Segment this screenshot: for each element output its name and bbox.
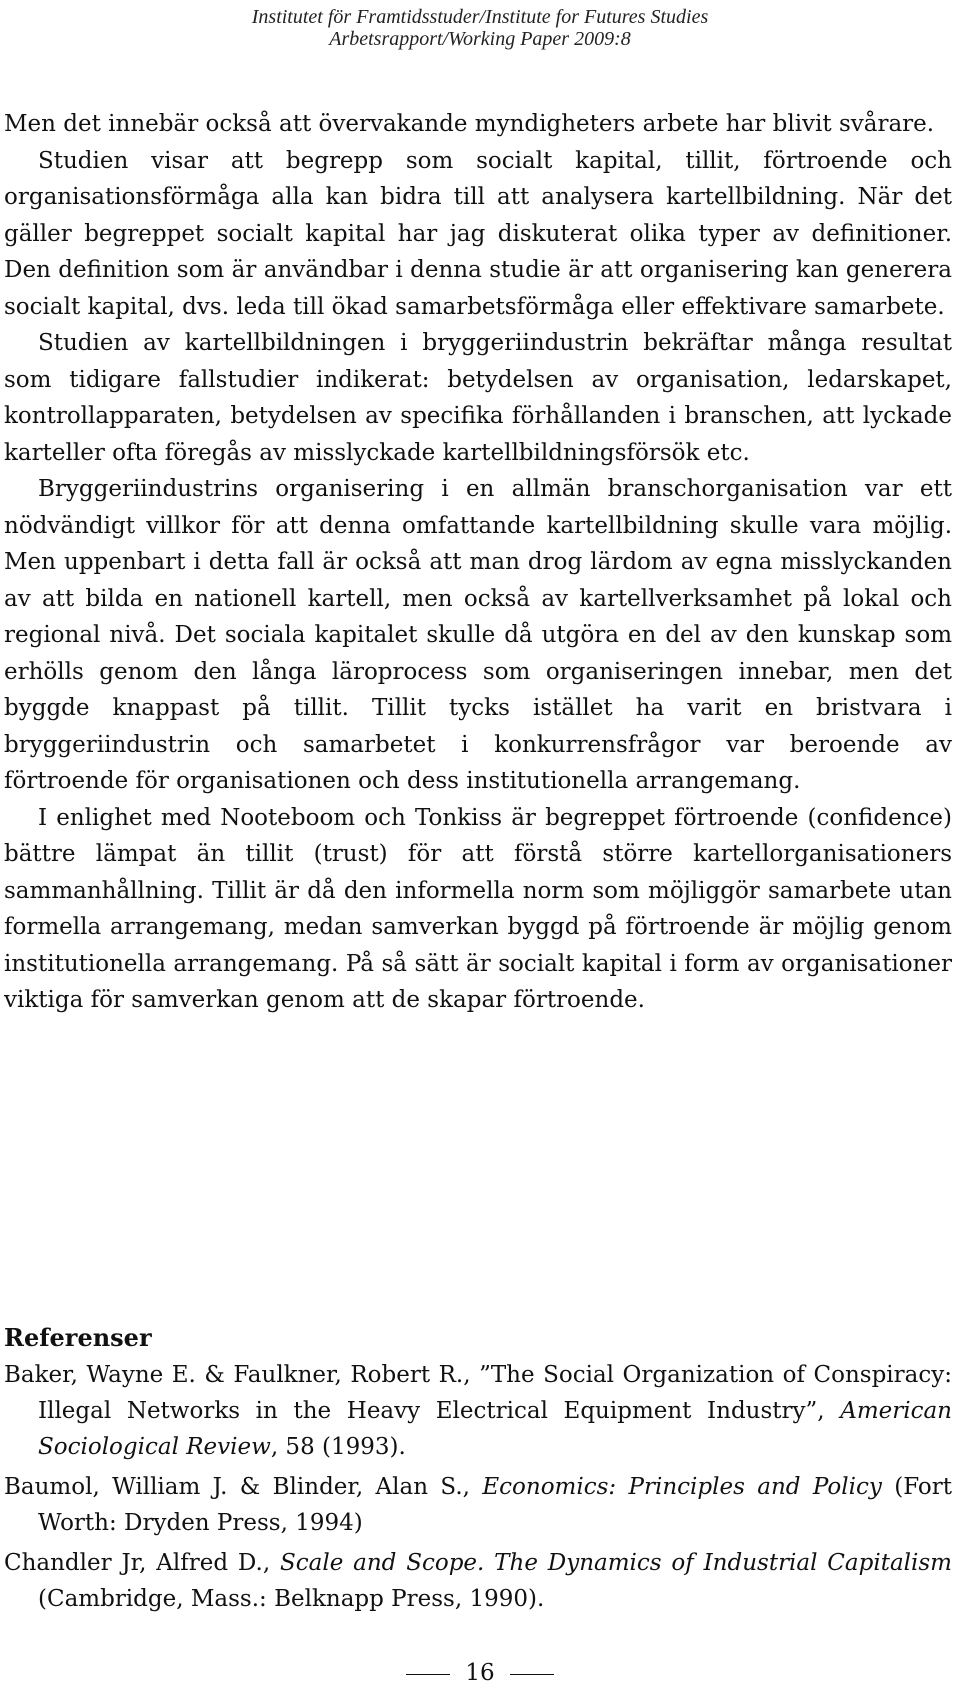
reference-authors: Baumol, William J. & Blinder, Alan S., <box>4 1474 483 1500</box>
footer-rule-right <box>510 1674 554 1675</box>
running-header <box>0 6 960 50</box>
references-heading: Referenser <box>4 1323 152 1352</box>
reference-item <box>4 1469 952 1541</box>
page-number: 16 <box>465 1660 495 1686</box>
reference-item <box>4 1357 952 1465</box>
paragraph: Studien visar att begrepp som socialt kapital, tillit, förtroende och organisationsförmåga alla kan bidra till att analysera kartellbildning. När det gäller begreppet socialt kapital har jag diskuterat olika typer av definitioner. Den definition som är användbar i denna studie är att organisering kan generera socialt kapital, dvs. leda till ökad samarbetsförmåga eller effektivare samarbete. <box>4 147 952 320</box>
paragraph: Bryggeriindustrins organisering i en allmän branschorganisation var ett nödvändigt villkor för att denna omfattande kartellbildning skulle vara möjlig. Men uppenbart i detta fall är också att man drog lärdom av egna misslyckanden av att bilda en nationell kartell, men också av kartellverksamhet på lokal och regional nivå. Det sociala kapitalet skulle då utgöra en del av den kunskap som erhölls genom den långa läroprocess som organiseringen innebar, men det byggde knappast på tillit. Tillit tycks istället ha varit en bristvara i bryggeriindustrin och samarbetet i konkurrensfrågor var beroende av förtroende för organisationen och dess institutionella arrangemang. <box>4 476 952 794</box>
reference-title: American Sociological Review <box>38 1398 952 1460</box>
reference-list <box>4 1357 952 1621</box>
paragraph: Men det innebär också att övervakande myndigheters arbete har blivit svårare. <box>4 111 935 137</box>
header-institute: Institutet för Framtidsstuder/Institute for Futures Studies <box>251 6 709 28</box>
reference-details: (Fort Worth: Dryden Press, 1994) <box>38 1474 952 1536</box>
footer-rule-left <box>406 1674 450 1675</box>
reference-title: Economics: Principles and Policy <box>482 1474 882 1500</box>
reference-authors: Baker, Wayne E. & Faulkner, Robert R., ”The Social Organization of Conspiracy: Illegal Networks in the Heavy Electrical Equipment Industry”, <box>4 1362 952 1424</box>
paragraph: Studien av kartellbildningen i bryggeriindustrin bekräftar många resultat som tidigare fallstudier indikerat: betydelsen av organisation, ledarskapet, kontrollapparaten, betydelsen av specifika förhållanden i branschen, att lyckade karteller ofta föregås av misslyckade kartellbildningsförsök etc. <box>4 330 952 466</box>
body-text <box>4 106 952 1019</box>
reference-title: Scale and Scope. The Dynamics of Industrial Capitalism <box>279 1550 952 1576</box>
reference-item <box>4 1545 952 1617</box>
reference-details: (Cambridge, Mass.: Belknapp Press, 1990). <box>38 1586 545 1612</box>
paragraph: I enlighet med Nooteboom och Tonkiss är begreppet förtroende (confidence) bättre lämpat än tillit (trust) för att förstå större kartellorganisationers sammanhållning. Tillit är då den informella norm som möjliggör samarbete utan formella arrangemang, medan samverkan byggd på förtroende är möjlig genom institutionella arrangemang. På så sätt är socialt kapital i form av organisationer viktiga för samverkan genom att de skapar förtroende. <box>4 804 952 1013</box>
header-series: Arbetsrapport/Working Paper 2009:8 <box>329 28 631 50</box>
reference-details: , 58 (1993). <box>270 1434 406 1460</box>
page-footer <box>0 1660 960 1686</box>
reference-authors: Chandler Jr, Alfred D., <box>4 1550 280 1576</box>
